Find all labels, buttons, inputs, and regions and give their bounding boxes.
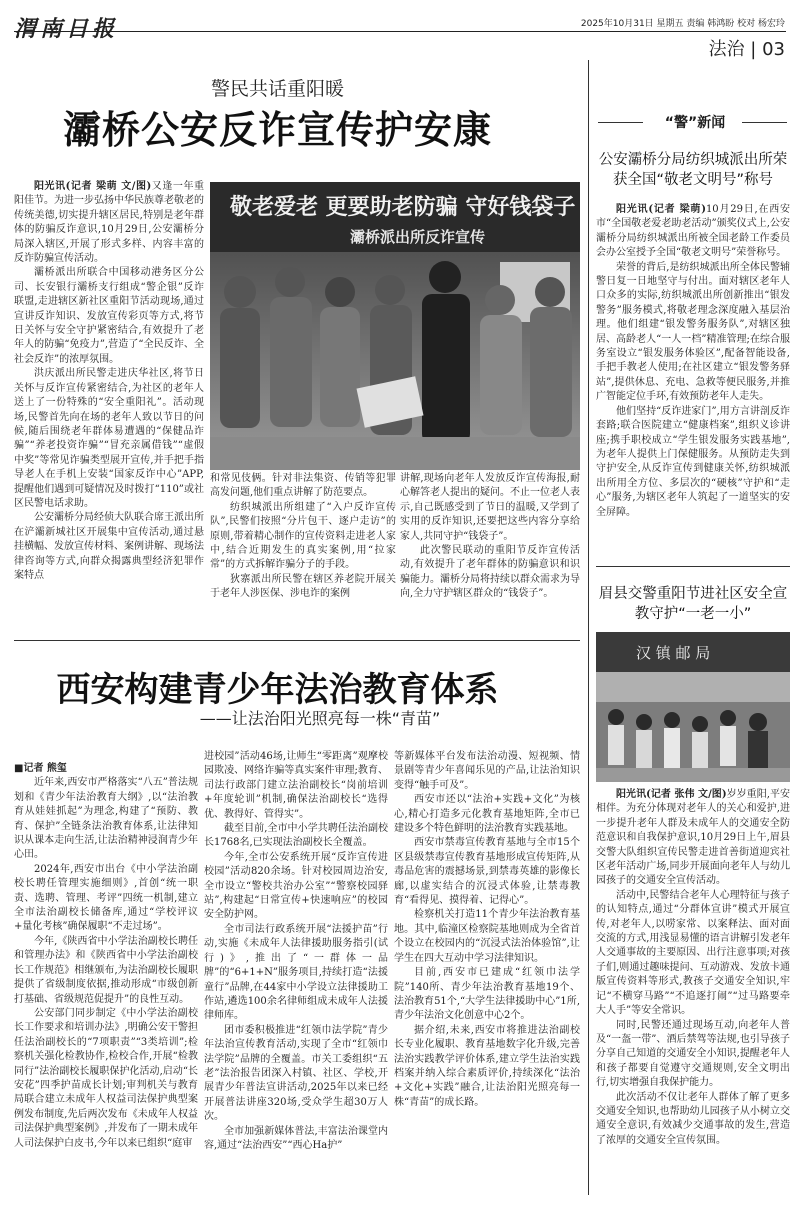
- article2-byline: ■记者 熊玺: [14, 763, 67, 774]
- sidebar-story2-photo: [596, 632, 790, 782]
- section-label: 法治 | 03: [708, 39, 785, 60]
- article2-para: 全市加强新媒体普法,丰富法治课堂内容,通过“法治西安”“西心Ha护”: [204, 1125, 388, 1151]
- article1-para: 此次警民联动的重阳节反诈宣传活动,有效提升了老年群体的防骗意识和识骗能力。灞桥分局将持续以群众需求为导向,全力守护辖区群众的“钱袋子”。: [400, 545, 580, 600]
- article2-para: 据介绍,未来,西安市将推进法治副校长专业化履职、教育基地数字化升级,完善法治实践教学评价体系,建立学生法治实践档案并纳入综合素质评价,持续深化“法治+文化+实践”融合,让法治阳光照亮每一株“青苗”的成长路。: [394, 1024, 580, 1108]
- sidebar-story1-para: 荣誉的背后,是纺织城派出所全体民警辅警日复一日地坚守与付出。面对辖区老年人口众多的实际,纺织城派出所创新推出“银发警务”服务模式,将敬老理念深度融入基层治理。他们组建“银发警务服务队”,对辖区独居、高龄老人“一人一档”精准管理;在综合服务室设立“银发服务体验区”,配备智能设备,手把手教老人使用;在社区建立“银发警务驿站”,提供休息、充电、急救等便民服务,并推广智能定位手环,有效预防老年人走失。: [596, 261, 790, 403]
- article1-kicker: 警民共话重阳暖: [210, 78, 344, 100]
- article2-para: 进校园”活动46场,让师生“零距离”观摩校园欺凌、网络诈骗等真实案件审理;教育、司法行政部门建立法治副校长“岗前培训+年度轮训”机制,确保法治副校长“选得优、教得好、管得实”。: [204, 751, 388, 820]
- article1-byline: 阳光讯(记者 梁萌 文/图): [34, 181, 152, 192]
- article2-para: 今年,全市公安系统开展“反诈宣传进校园”活动820余场。针对校园周边治安,全市设立“警校共治办公室”“警察校园驿站”,构建起“日常宣传+快速响应”的校园安全防护网。: [204, 851, 388, 921]
- article1-column-1: [14, 180, 204, 632]
- article1-para: 纺织城派出所组建了“入户反诈宣传队”,民警们按照“分片包干、逐户走访”的原则,带着精心制作的宣传资料走进老人家中,结合近期发生的真实案例,用“拉家常”的方式拆解诈骗分子的手段。: [210, 501, 396, 571]
- photo-banner-text: 敬老爱老 更要助老防骗 守好钱袋子: [230, 195, 576, 220]
- sidebar-story2-para: 此次活动不仅让老年人群体了解了更多交通安全知识,也帮助幼儿园孩子从小树立交通安全意识,有效减少交通事故的发生,营造了浓厚的交通安全宣传氛围。: [596, 1091, 790, 1146]
- article1-para: 又逢一年重阳佳节。为进一步弘扬中华民族尊老敬老的传统美德,切实提升辖区居民,特别是老年群体的防骗反诈意识,10月29日,公安灞桥分局深入辖区,开展了形式多样、内容丰富的反诈防骗宣传活动。: [14, 181, 204, 265]
- sidebar-story-divider: [596, 566, 790, 567]
- sidebar-story2-para: 岁岁重阳,平安相伴。为充分体现对老年人的关心和爱护,进一步提升老年人群及未成年人的交通安全防范意识和自我保护意识,10月29日上午,眉县交警大队组织宣传民警走进首善街道迎宾社区老年活动广场,同步开展面向老年人与幼儿园孩子的交通安全宣传活动。: [596, 789, 790, 887]
- article-divider: [14, 640, 580, 641]
- article1-headline: 灞桥公安反诈宣传护安康: [62, 108, 492, 152]
- sidebar-divider: [588, 60, 589, 1195]
- sidebar-story2-para: 同时,民警还通过现场互动,向老年人普及“一盔一带”、酒后禁驾等法规,也引导孩子分享自己知道的交通安全小知识,提醒老年人和孩子都要自觉遵守交通规则,安全文明出行,切实增强自我保护能力。: [596, 1019, 790, 1089]
- article1-para: 洪庆派出所民警走进庆华社区,将节日关怀与反诈宣传紧密结合,为社区的老年人送上了一份特殊的“安全重阳礼”。活动现场,民警首先向在场的老年人致以节日的问候,随后围绕老年群体易遭遇的“保健品诈骗”“养老投资诈骗”“冒充亲属借钱”“虚假中奖”等常见诈骗类型展开宣传,并手把手指导老人在手机上安装“国家反诈中心”APP,提醒他们遇到可疑情况及时拨打“110”或社区民警电话求助。: [14, 368, 204, 509]
- column-label-rule-right: [742, 122, 787, 123]
- photo-sign-text: 汉 镇 邮 局: [636, 644, 711, 662]
- article2-subhead: ——让法治阳光照亮每一株“青苗”: [199, 709, 441, 728]
- header-rule: [14, 31, 786, 32]
- article2-para: 等新媒体平台发布法治动漫、短视频、情景剧等青少年喜闻乐见的产品,让法治知识变得“触手可及”。: [394, 751, 580, 791]
- article1-para: 灞桥派出所联合中国移动港务区分公司、长安银行灞桥支行组成“警企银”反诈联盟,走进辖区新社区重阳节活动现场,通过宣讲反诈知识、发放宣传彩页等方式,将节日关怀与安全守护紧密结合,有效提升了老年人的防骗“免疫力”,营造了“全民反诈、全社会反诈”的浓厚氛围。: [14, 267, 204, 365]
- article1-column-3: [400, 472, 580, 632]
- article2-column-3: [394, 750, 580, 1200]
- sidebar-story1-byline: 阳光讯(记者 梁萌): [616, 204, 706, 215]
- article2-para: 全市司法行政系统开展“法援护苗”行动,实施《未成年人法律援助服务指引(试行)》,推出了“一群体一品牌”的“6+1+N”服务项目,持续打造“法援童行”品牌,在44家中小学设立法律援助工作站,遴选100余名律师组成未成年人法援律师库。: [204, 923, 388, 1022]
- article2-para: 西安市还以“法治+实践+文化”为核心,精心打造多元化教育基地矩阵,全市已建设多个特色鲜明的法治教育实践基地。: [394, 794, 580, 835]
- article2-para: 检察机关打造11个青少年法治教育基地。其中,临潼区检察院基地则成为全省首个设立在校园内的“沉浸式法治体验馆”,让学生在四大互动中学习法律知识。: [394, 909, 580, 964]
- article2-para: 近年来,西安市严格落实“八五”普法规划和《青少年法治教育大纲》,以“法治教育从娃娃抓起”为理念,构建了“预防、教育、保护”全链条法治教育体系,让法律知识从课本走向生活,让法治精神浸润青少年心田。: [14, 777, 198, 861]
- article2-column-1: [14, 762, 198, 1200]
- article1-column-2: [210, 472, 396, 632]
- sidebar-story1-para: 他们坚持“反诈进家门”,用方言讲剖反诈套路;联合医院建立“健康档案”,组织义诊讲座;携手职校成立“学生银发服务实践基地”,为老年人提供上门保健服务。从预防走失到守护安全,从反诈宣传到健康关怀,纺织城派出所用全方位、多层次的“硬核”守护和“走心”服务,为辖区老年人筑起了一道坚实的安全屏障。: [596, 405, 790, 518]
- article2-para: 2024年,西安市出台《中小学法治副校长聘任管理实施细则》,首创“统一职责、选聘、管理、考评”四统一机制,建立全市法治副校长储备库,通过“学校评议+量化考核”确保履职“不走过场”。: [14, 863, 198, 933]
- sidebar-story2-para: 活动中,民警结合老年人心理特征与孩子的认知特点,通过“分群体宣讲”模式开展宣传,对老年人,以唠家常、以案释法、面对面交流的方式,用浅显易懂的语言讲解引发老年人交通事故的主要原因、出行注意事项;对孩子们,则通过趣味提问、互动游戏、发放卡通版宣传资料等形式,教孩子交通安全知识,牢记“不横穿马路”“不追逐打闹”“过马路要牵大人手”等安全常识。: [596, 889, 790, 1017]
- article1-para: 讲解,现场向老年人发放反诈宣传海报,耐心解答老人提出的疑问。不止一位老人表示,自己既感受到了节日的温暖,又学到了实用的反诈知识,还要把这些内容分享给家人,共同守护“钱袋子”。: [400, 473, 580, 542]
- sidebar-column-label: “警”新闻: [664, 115, 726, 131]
- article2-para: 西安市禁毒宣传教育基地与全市15个区县级禁毒宣传教育基地形成宣传矩阵,从毒品危害的震撼场景,到禁毒英雄的影像长廊,以虚实结合的沉浸式体验,让禁毒教育“看得见、摸得着、记得心”。: [394, 837, 580, 907]
- dateline: 2025年10月31日 星期五 责编 韩鸿盼 校对 杨宏玲: [580, 19, 785, 29]
- article1-para: 和常见伎俩。针对非法集资、传销等犯罪高发问题,他们重点讲解了防范要点。: [210, 473, 396, 499]
- article2-para: 目前,西安市已建成“红领巾法学院”140所、青少年法治教育基地19个、法治教育51个,“大学生法律援助中心”1所,青少年法治文化创意中心2个。: [394, 967, 580, 1022]
- article1-para: 公安灞桥分局经侦大队联合席王派出所在浐灞新城社区开展集中宣传活动,通过悬挂横幅、发放宣传材料、案例讲解、现场法律咨询等方式,向群众揭露典型经济犯罪作案特点: [14, 512, 204, 581]
- article1-para: 狄寨派出所民警在辖区养老院开展关于老年人涉医保、涉电诈的案例: [210, 573, 396, 600]
- photo-banner-text-2: 灞桥派出所反诈宣传: [350, 228, 486, 246]
- sidebar-story1-headline: 公安灞桥分局纺织城派出所荣获全国“敬老文明号”称号: [598, 152, 788, 188]
- sidebar-story2-body: [596, 788, 790, 1200]
- sidebar-story2-byline: 阳光讯(记者 张伟 文/图): [616, 789, 727, 800]
- newspaper-logo: 渭南日报: [14, 16, 119, 42]
- article2-column-2: [204, 750, 388, 1200]
- article2-para: 截至目前,全市中小学共聘任法治副校长1768名,已实现法治副校长全覆盖。: [204, 823, 388, 849]
- article2-para: 公安部门同步制定《中小学法治副校长工作要求和培训办法》,明确公安干警担任法治副校长的“7项职责”“3类培训”;检察机关强化检教协作,检校合作,开展“检教同行”法治副校长履职保护化活动,启动“长安花”四季护苗成长计划;审判机关与教育局联合建立未成年人权益司法保护典型案例发布制度,先后两次发布《未成年人权益司法保护典型案例》,并发布了一期未成年人司法保护白皮书,今年以来已组织“庭审: [14, 1007, 198, 1149]
- sidebar-story2-headline: 眉县交警重阳节进社区安全宣教守护“一老一小”: [598, 586, 788, 622]
- article2-para: 团市委积极推进“红领巾法学院”青少年法治宣传教育活动,实现了全市“红领巾法学院”品牌的全覆盖。市关工委组织“五老”法治报告团深入村镇、社区、学校,开展青少年普法宣讲活动,2025年以来已经开展普法讲座320场,受众学生超30万人次。: [204, 1024, 388, 1123]
- article2-para: 今年,《陕西省中小学法治副校长聘任和管理办法》和《陕西省中小学法治副校长工作规范》相继颁布,为法治副校长履职提供了省级制度依据,推动形成“市级创新打基础、省级规范促提升”的良性互动。: [14, 935, 198, 1005]
- article1-photo: [210, 182, 580, 470]
- sidebar-story1-para: 10月29日,在西安市“全国敬老爱老助老活动”颁奖仪式上,公安灞桥分局纺织城派出所被全国老龄工作委员会办公室授予全国“敬老文明号”荣誉称号。: [596, 204, 790, 259]
- sidebar-story1-body: [596, 203, 790, 553]
- article2-headline: 西安构建青少年法治教育体系: [56, 670, 499, 710]
